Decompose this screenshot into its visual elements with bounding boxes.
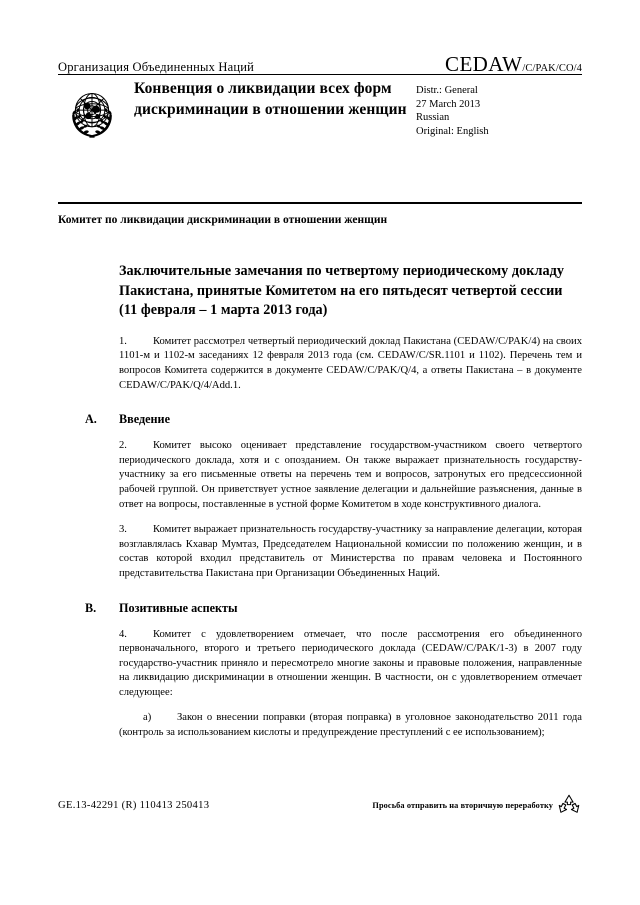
committee-name: Комитет по ликвидации дискриминации в отношении женщин [58, 214, 388, 226]
section-b-title: Позитивные аспекты [119, 600, 238, 615]
paragraph-4-item-a-text: Закон о внесении поправки (вторая поправка) в уголовное законодательство 2011 года (контроль за использованием кислоты и предупреждение преступлений с ее использованием); [119, 712, 582, 739]
paragraph-4-item-a-letter: a) [143, 712, 152, 724]
page-sheet [58, 0, 582, 905]
section-a-title: Введение [119, 412, 170, 427]
section-heading-a [85, 411, 582, 427]
paragraph-4 [119, 628, 582, 701]
page-title: Заключительные замечания по четвертому периодическому докладу Пакистана, принятые Комитетом на его пятьдесят четвертой сессии (11 февраля – 1 марта 2013 года) [119, 263, 565, 319]
paragraph-1 [119, 335, 582, 393]
paragraph-1-number: 1. [119, 335, 127, 347]
document-symbol-main: CEDAW [445, 52, 523, 76]
un-emblem-icon [60, 82, 124, 146]
paragraph-4-item-a [119, 711, 582, 740]
section-heading-b [85, 600, 582, 616]
paragraph-4-text: Комитет с удовлетворением отмечает, что после рассмотрения его объединенного первоначального, второго и третьего периодического доклада (CEDAW/C/PAK/1-3) в 2007 году государство-участник приняло и пересмотрело многие законы и правовые положения, направленные на ликвидацию дискриминации в отношении женщин. В частности, он с удовлетворением отмечает следующее: [119, 628, 582, 698]
distribution-original: Original: English [416, 125, 489, 137]
organization-name: Организация Объединенных Наций [58, 60, 255, 74]
section-b-letter: B. [85, 600, 97, 615]
masthead-rule [58, 74, 582, 75]
document-body [85, 262, 582, 752]
paragraph-3-text: Комитет выражает признательность государству-участнику за направление делегации, которая возглавлялась Кхавар Мумтаз, Председателем Национальной комиссии по положению женщин, и в состав которой входил представитель от Министерства по правам человека и Постоянного представительства Пакистана при Организации Объединенных Наций. [119, 524, 582, 579]
page-footer [58, 792, 582, 818]
paragraph-2-number: 2. [119, 440, 127, 452]
recycle-icon [556, 792, 582, 818]
paragraph-2 [119, 439, 582, 512]
paragraph-1-text: Комитет рассмотрел четвертый периодический доклад Пакистана (CEDAW/C/PAK/4) на своих 1101-м и 1102-м заседаниях 12 февраля 2013 года (см. CEDAW/C/SR.1101 и 1102). Перечень тем и вопросов Комитета содержится в документе CEDAW/C/PAK/Q/4, а ответы Пакистана – в документе CEDAW/C/PAK/Q/4/Add.1. [119, 335, 582, 391]
paragraph-2-text: Комитет высоко оценивает представление государством-участником своего четвертого периодического доклада, хотя и с опозданием. Он также выражает признательность государству-участнику за его письменные ответы на перечень тем и вопросов, затронутых его предсессионной рабочей группой. Он приветствует устное заявление делегации и дальнейшие разъяснения, данные в ответ на вопросы, поставленные в устной форме Комитетом в ходе конструктивного диалога. [119, 440, 582, 510]
distribution-language: Russian [416, 112, 450, 124]
section-a-letter: A. [85, 412, 97, 427]
distribution-date: 27 March 2013 [416, 98, 481, 110]
recycle-label: Просьба отправить на вторичную переработку [372, 800, 553, 810]
section-rule [58, 202, 582, 204]
distribution-block [416, 84, 582, 138]
recycle-notice [372, 792, 582, 818]
convention-band [58, 80, 582, 158]
paragraph-3-number: 3. [119, 524, 127, 536]
paragraph-4-number: 4. [119, 628, 127, 640]
convention-title: Конвенция о ликвидации всех форм дискриминации в отношении женщин [134, 80, 407, 118]
footer-document-code: GE.13-42291 (R) 110413 250413 [58, 799, 210, 811]
distribution-type: Distr.: General [416, 85, 478, 96]
paragraph-3 [119, 523, 582, 581]
document-symbol-suffix: /C/PAK/CO/4 [522, 63, 582, 74]
